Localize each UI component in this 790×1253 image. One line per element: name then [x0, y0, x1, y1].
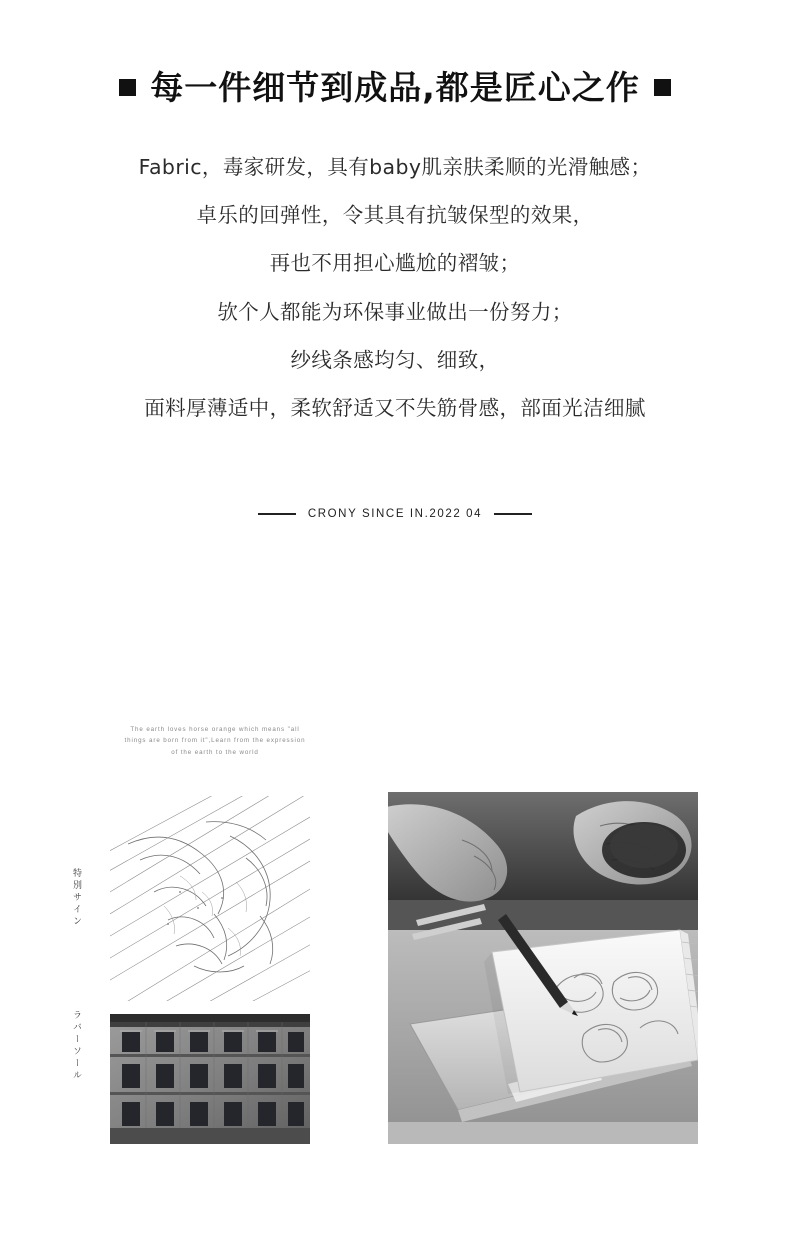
page-title: [0, 62, 790, 109]
vertical-label-rubber-sole: ラバーソール: [71, 1010, 81, 1082]
building-image: [110, 1014, 310, 1144]
divider-rule-right: [494, 513, 532, 515]
description-line: 欤个人都能为环保事业做出一份努力；: [217, 299, 573, 324]
sketch-image: [110, 796, 310, 1001]
square-marker-right-icon: [654, 79, 671, 96]
brand-divider: [0, 508, 790, 520]
gallery-section: [0, 710, 790, 1180]
description-block: [0, 143, 790, 432]
brand-label: CRONY SINCE IN.2022 04: [307, 508, 483, 521]
drawing-hands-image: [388, 792, 698, 1144]
page-title-text: 每一件细节到成品,都是匠心之作: [150, 68, 640, 107]
description-line: 再也不用担心尴尬的褶皱；: [269, 251, 521, 276]
description-line: 面料厚薄适中，柔软舒适又不失筋骨感，部面光洁细腻: [144, 395, 646, 420]
square-marker-left-icon: [119, 79, 136, 96]
description-line: 纱线条感均匀、细致，: [290, 347, 500, 372]
divider-rule-left: [258, 513, 296, 515]
description-line: 卓乐的回弹性，令其具有抗皱保型的效果，: [196, 203, 594, 228]
vertical-label-special-sign: 特別サイン: [71, 868, 81, 928]
description-line: Fabric，毒家研发，具有baby肌亲肤柔顺的光滑触感；: [138, 155, 652, 179]
gallery-micro-copy: The earth loves horse orange which means "all things are born from it",Learn from the expression of the earth to the world: [124, 726, 306, 756]
